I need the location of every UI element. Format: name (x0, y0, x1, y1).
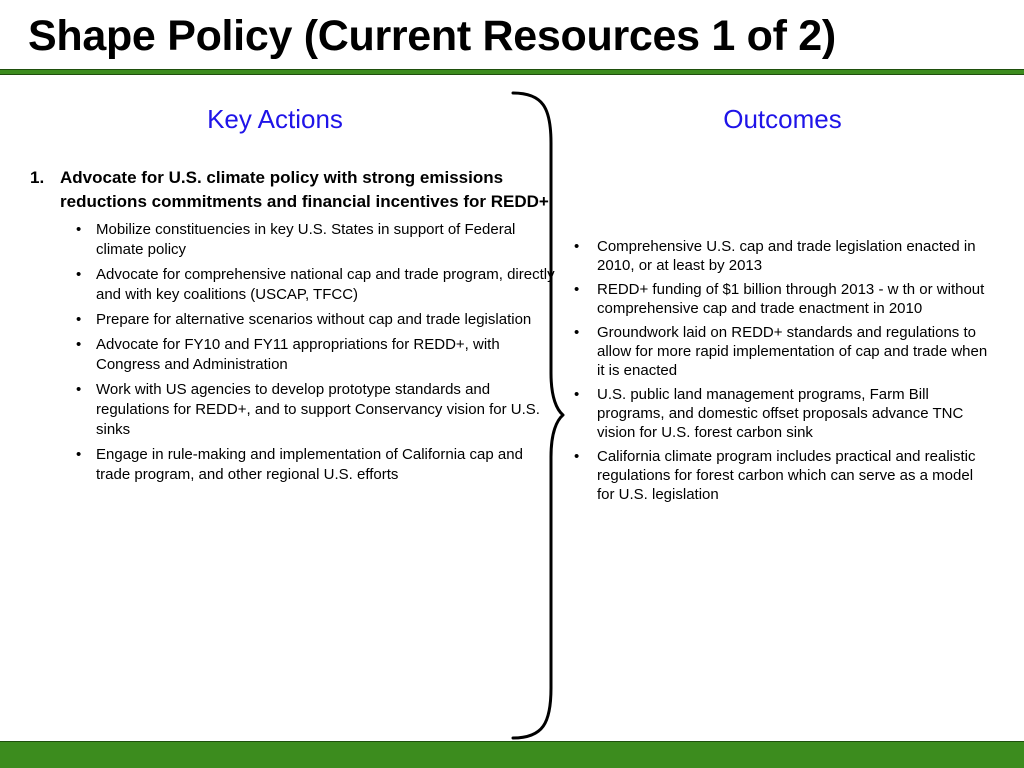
bullet-text: REDD+ funding of $1 billion through 2013 - w th or without comprehensive cap and trade enactment in 2010 (597, 281, 985, 317)
bullet-text: Groundwork laid on REDD+ standards and regulations to allow for more rapid implementation of cap and trade when it is enacted (597, 324, 988, 379)
list-item (60, 310, 555, 330)
bullet-icon: • (76, 221, 82, 238)
slide-title: Shape Policy (Current Resources 1 of 2) (28, 12, 836, 60)
right-curly-brace-icon (505, 88, 565, 743)
bullet-icon: • (574, 238, 580, 255)
action-item-text: Advocate for U.S. climate policy with strong emissions reductions commitments and financial incentives for REDD+ (60, 168, 549, 211)
key-actions-heading: Key Actions (207, 104, 343, 134)
bullet-icon: • (76, 311, 82, 328)
action-sub-bullets (60, 220, 555, 485)
bullet-icon: • (574, 448, 580, 465)
key-actions-column (30, 166, 555, 490)
outcomes-heading: Outcomes (723, 104, 842, 134)
list-item (60, 380, 555, 440)
bullet-text: Advocate for FY10 and FY11 appropriations for REDD+, with Congress and Administration (96, 336, 500, 373)
title-divider-bar (0, 69, 1024, 75)
bullet-text: Prepare for alternative scenarios without cap and trade legislation (96, 311, 532, 328)
list-item (60, 220, 555, 260)
numbered-action-item (30, 166, 555, 485)
list-item (572, 323, 992, 380)
list-item (60, 445, 555, 485)
bullet-text: Advocate for comprehensive national cap and trade program, directly and with key coalitions (USCAP, TFCC) (96, 266, 555, 303)
bullet-text: Work with US agencies to develop prototype standards and regulations for REDD+, and to support Conservancy vision for U.S. sinks (96, 381, 540, 438)
bullet-icon: • (76, 336, 82, 353)
list-item (572, 237, 992, 275)
list-item (572, 280, 992, 318)
bullet-text: Engage in rule-making and implementation of California cap and trade program, and other regional U.S. efforts (96, 446, 523, 483)
bullet-text: U.S. public land management programs, Farm Bill programs, and domestic offset proposals advance TNC vision for U.S. forest carbon sink (597, 386, 964, 441)
list-item (572, 385, 992, 442)
bullet-icon: • (574, 386, 580, 403)
bullet-icon: • (76, 446, 82, 463)
bullet-icon: • (574, 281, 580, 298)
outcomes-column (572, 237, 992, 509)
bullet-icon: • (76, 381, 82, 398)
list-item (60, 265, 555, 305)
bullet-text: Mobilize constituencies in key U.S. States in support of Federal climate policy (96, 221, 516, 258)
outcomes-bullets (572, 237, 992, 504)
bullet-text: California climate program includes practical and realistic regulations for forest carbon which can serve as a model for U.S. legislation (597, 448, 976, 503)
bullet-text: Comprehensive U.S. cap and trade legislation enacted in 2010, or at least by 2013 (597, 238, 976, 274)
footer-bar (0, 741, 1024, 768)
list-item (572, 447, 992, 504)
bullet-icon: • (574, 324, 580, 341)
bullet-icon: • (76, 266, 82, 283)
action-item-number: 1. (30, 168, 45, 187)
list-item (60, 335, 555, 375)
